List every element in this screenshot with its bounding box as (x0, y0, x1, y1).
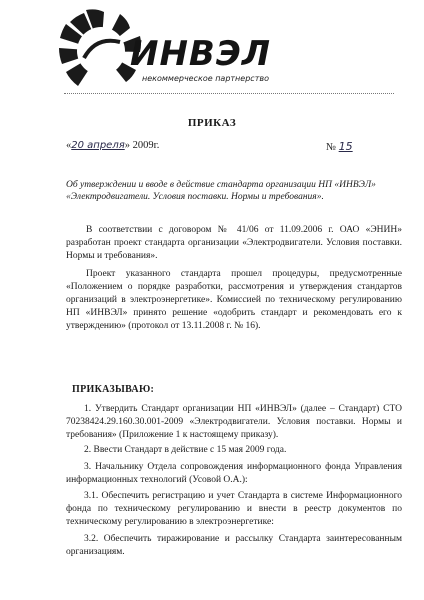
paragraph-2: Проект указанного стандарта прошел процедуры, предусмотренные «Положением о порядке разработки, рассмотрения и утверждения стандартов организаций в электроэнергетике». Комиссией по техническому регулированию НП «ИНВЭЛ» принято решение «одобрить стандарт и рекомендовать его к утверждению» (протокол от 13.11.2008 г. № 16). (66, 269, 402, 331)
document-title: ПРИКАЗ (187, 117, 237, 129)
order-item-2: 2. Ввести Стандарт в действие с 15 мая 2009 года. (84, 445, 287, 455)
order-item-1: 1. Утвердить Стандарт организации НП «ИНВЭЛ» (далее – Стандарт) СТО 70238424.29.160.30.001-2009 «Электродвигатели. Условия поставки. Нормы и требования» (Приложение 1 к настоящему приказу). (66, 404, 402, 440)
document-subject: Об утверждении и вводе в действие стандарта организации НП «ИНВЭЛ» «Электродвигатели. Условия поставки. Нормы и требования». (66, 180, 376, 202)
document-number (326, 140, 353, 153)
brand-name: ИНВЭЛ (130, 34, 272, 74)
header-divider (64, 93, 394, 94)
date-open-quote: « (66, 140, 72, 151)
order-heading: ПРИКАЗЫВАЮ: (72, 384, 155, 395)
number-prefix: № (326, 142, 337, 153)
handwritten-number: 15 (338, 140, 353, 153)
order-item-3: 3. Начальнику Отдела сопровождения информационного фонда Управления информационных технологий (Усовой О.А.): (66, 462, 402, 485)
paragraph-1: В соответствии с договором № 41/06 от 11.09.2006 г. ОАО «ЭНИН» разработан проект стандарта организации «Электродвигатели. Условия поставки. Нормы и требования». (66, 225, 402, 261)
document-date (66, 140, 159, 151)
order-item-3-1: 3.1. Обеспечить регистрацию и учет Стандарта в системе Информационного фонда по техническому регулированию и внести в реестр документов по техническому регулированию в электроэнергетике: (66, 491, 402, 527)
handwritten-date: 20 апреля (71, 140, 125, 151)
order-item-3-2: 3.2. Обеспечить тиражирование и рассылку Стандарта заинтересованным организациям. (66, 534, 402, 557)
date-year: » 2009г. (124, 140, 160, 151)
brand-subtitle: некоммерческое партнерство (142, 74, 269, 83)
